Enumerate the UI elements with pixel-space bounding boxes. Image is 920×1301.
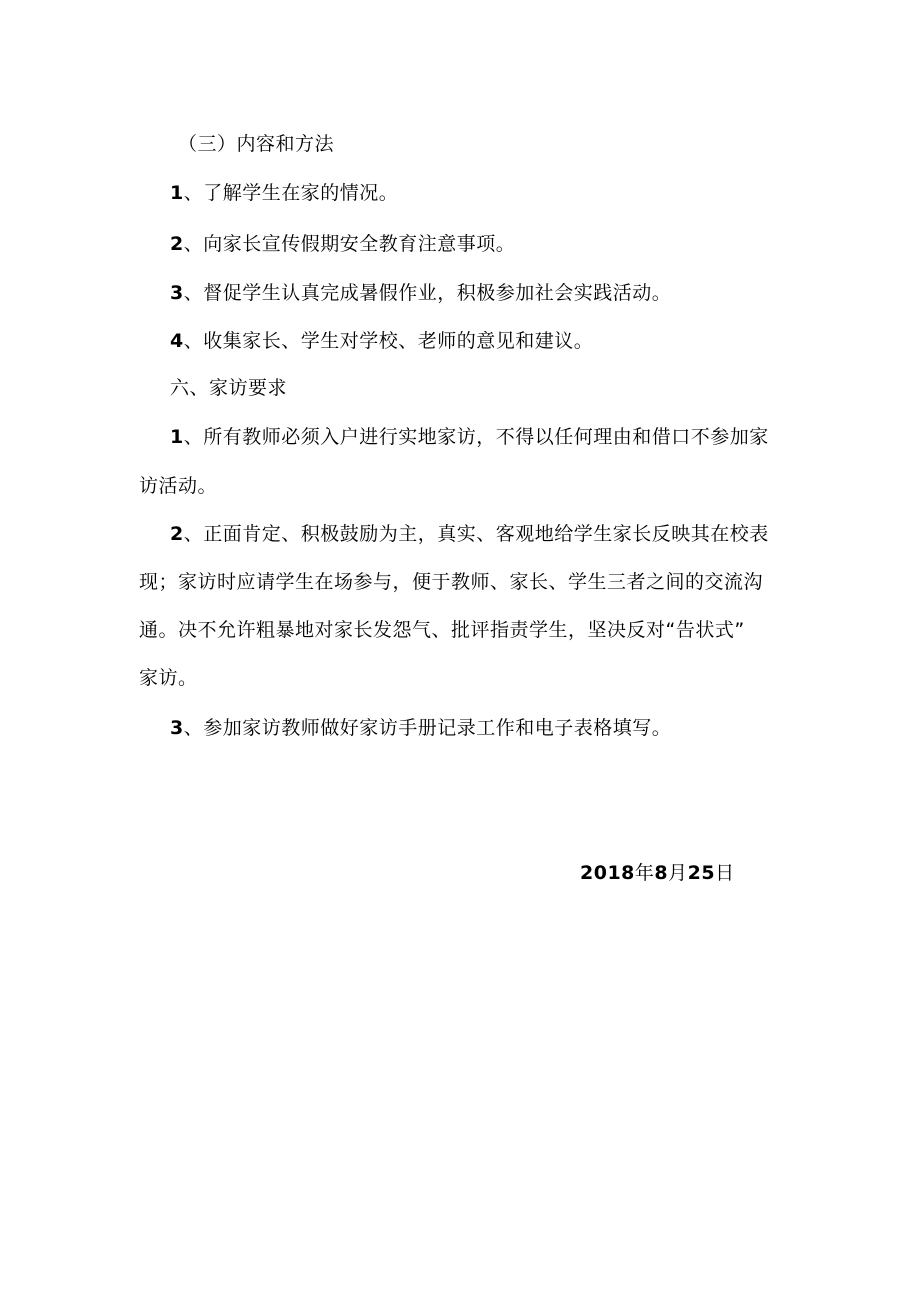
item-text: 、收集家长、学生对学校、老师的意见和建议。 [183,330,594,352]
section-heading-requirements: 六、家访要求 [170,377,288,399]
content-item-4 [170,329,593,353]
requirement-3-line-1 [170,716,671,740]
content-item-3 [170,281,671,305]
item-text: 、向家长宣传假期安全教育注意事项。 [183,233,516,255]
requirement-2-line-3: 通。决不允许粗暴地对家长发怨气、批评指责学生，坚决反对“告状式” [139,619,745,641]
requirement-1-line-2: 访活动。 [139,475,218,497]
date-day-unit: 日 [715,862,735,884]
item-number: 3 [170,717,184,739]
item-number: 3 [170,282,184,304]
content-item-2 [170,232,515,256]
item-text: 、了解学生在家的情况。 [183,182,399,204]
date-day: 25 [687,862,716,884]
item-text: 、所有教师必须入户进行实地家访，不得以任何理由和借口不参加家 [183,426,769,448]
date-year: 2018 [580,862,635,884]
requirement-2-line-1 [170,522,769,546]
item-text: 、督促学生认真完成暑假作业，积极参加社会实践活动。 [183,282,672,304]
item-text: 、正面肯定、积极鼓励为主，真实、客观地给学生家长反映其在校表 [183,523,769,545]
requirement-1-line-1 [170,425,769,449]
content-item-1 [170,181,398,205]
requirement-2-line-4: 家访。 [139,667,198,689]
item-number: 1 [170,182,184,204]
item-number: 4 [170,330,184,352]
date-month-unit: 月 [668,862,688,884]
item-number: 2 [170,523,184,545]
item-number: 2 [170,233,184,255]
date-year-unit: 年 [634,862,655,884]
requirement-2-line-2: 现；家访时应请学生在场参与，便于教师、家长、学生三者之间的交流沟 [139,571,764,593]
item-number: 1 [170,426,184,448]
document-date [580,861,735,885]
section-heading-content-methods: （三）内容和方法 [178,133,335,155]
date-month: 8 [654,862,669,884]
item-text: 、参加家访教师做好家访手册记录工作和电子表格填写。 [183,717,672,739]
